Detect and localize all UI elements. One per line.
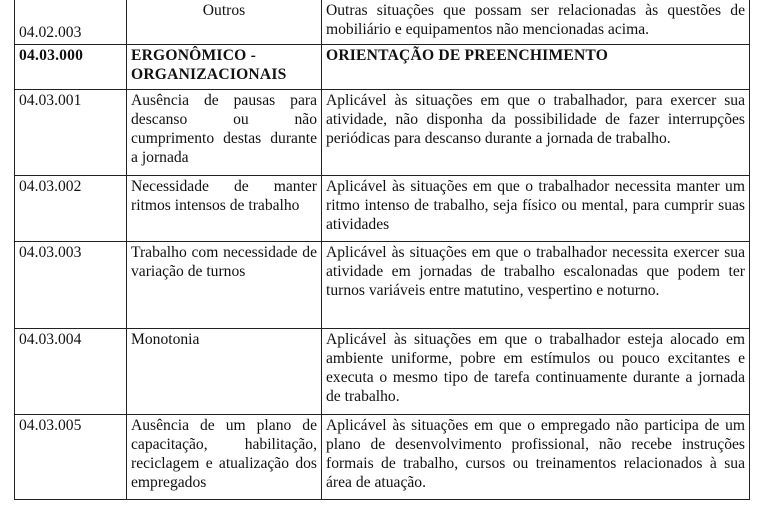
section-instructions-heading: ORIENTAÇÃO DE PREENCHIMENTO	[322, 45, 750, 90]
risk-code: 04.03.004	[15, 329, 127, 415]
table-row	[15, 329, 750, 415]
risk-description: Aplicável às situações em que o trabalhador necessita exercer sua atividade em jornadas de trabalho escalonadas que podem ter turnos variáveis entre matutino, vespertino e noturno.	[322, 242, 750, 329]
risk-code: 04.03.003	[15, 242, 127, 329]
section-header-row	[15, 45, 750, 90]
risk-description: Aplicável às situações em que o trabalhador esteja alocado em ambiente uniforme, pobre em estímulos ou pouco excitantes e executa o mesmo tipo de tarefa continuamente durante a jornada de trabalho.	[322, 329, 750, 415]
risk-code: 04.02.003	[15, 0, 127, 45]
risk-code: 04.03.001	[15, 90, 127, 176]
risk-factor: Monotonia	[127, 329, 322, 415]
risk-factor: Outros	[127, 0, 322, 45]
risk-description: Aplicável às situações em que o trabalhador, para exercer sua atividade, não disponha da possibilidade de fazer interrupções periódicas para descanso durante a jornada de trabalho.	[322, 90, 750, 176]
table-row	[15, 176, 750, 242]
risk-factor: Necessidade de manter ritmos intensos de trabalho	[127, 176, 322, 242]
section-code: 04.03.000	[15, 45, 127, 90]
table-row	[15, 90, 750, 176]
table-row	[15, 242, 750, 329]
risk-factor-table	[14, 0, 750, 500]
risk-factor: Trabalho com necessidade de variação de turnos	[127, 242, 322, 329]
section-title: ERGONÔMICO - ORGANIZACIONAIS	[127, 45, 322, 90]
risk-description: Outras situações que possam ser relacionadas às questões de mobiliário e equipamentos não mencionadas acima.	[322, 0, 750, 45]
risk-factor: Ausência de pausas para descanso ou não cumprimento destas durante a jornada	[127, 90, 322, 176]
risk-code: 04.03.002	[15, 176, 127, 242]
table-row	[15, 0, 750, 45]
risk-factor: Ausência de um plano de capacitação, habilitação, reciclagem e atualização dos empregados	[127, 415, 322, 500]
risk-description: Aplicável às situações em que o trabalhador necessita manter um ritmo intenso de trabalho, seja físico ou mental, para cumprir suas atividades	[322, 176, 750, 242]
risk-description: Aplicável às situações em que o empregado não participa de um plano de desenvolvimento profissional, não recebe instruções formais de trabalho, cursos ou treinamentos relacionados à sua área de atuação.	[322, 415, 750, 500]
risk-code: 04.03.005	[15, 415, 127, 500]
table-row	[15, 415, 750, 500]
